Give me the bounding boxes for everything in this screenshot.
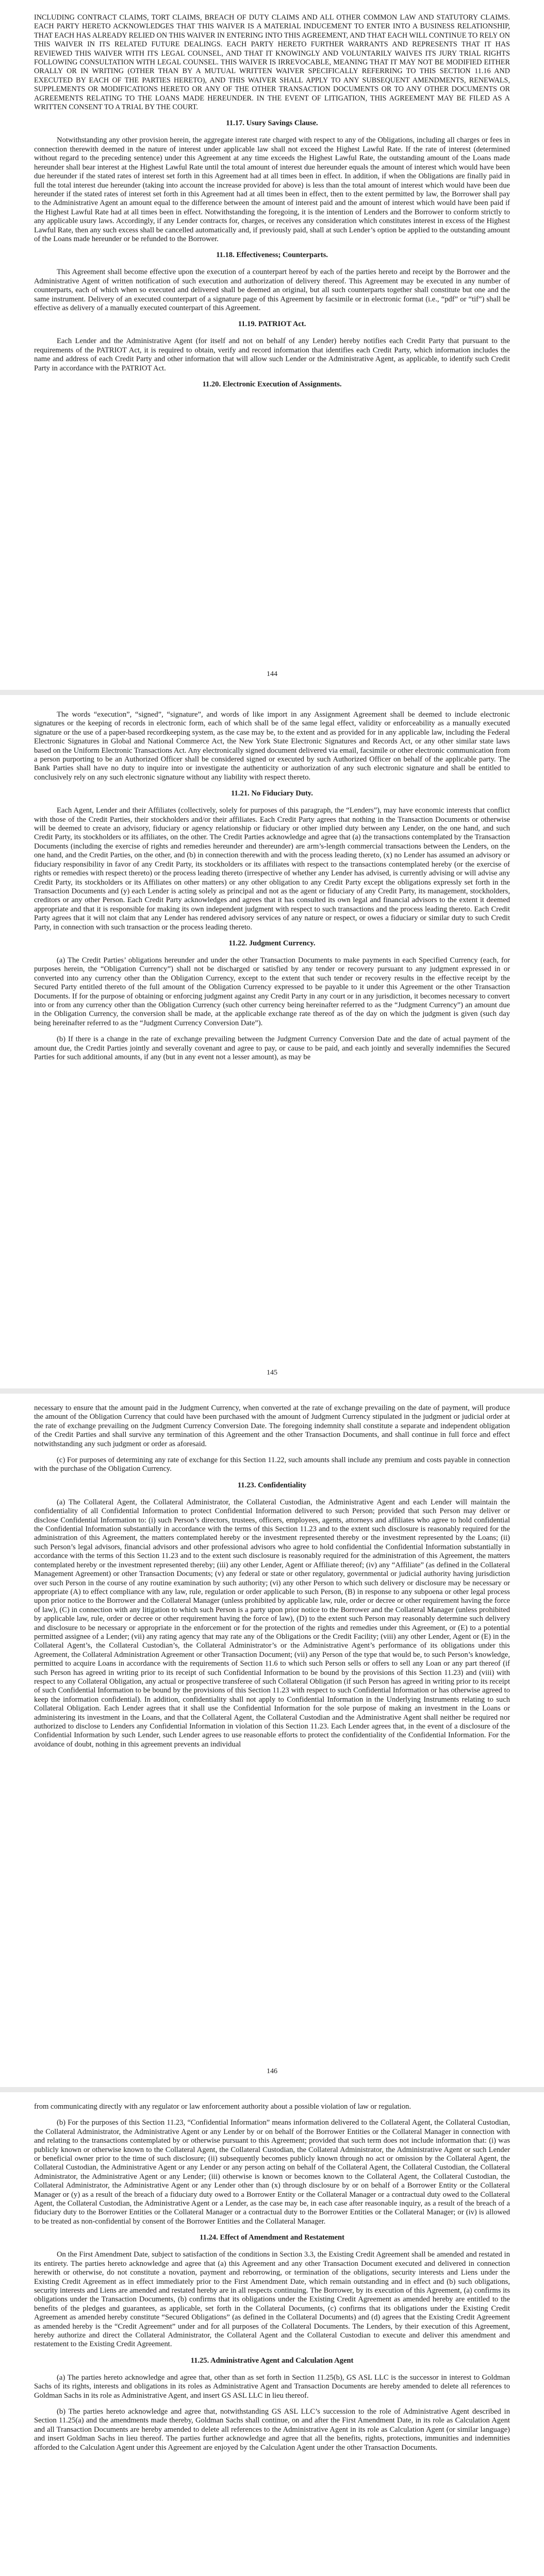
paragraph: (c) For purposes of determining any rate of exchange for this Section 11.22, such amounts shall include any premium and costs payable in connection with the purchase of the Obligation Currency. [34,1456,510,1473]
paragraph: This Agreement shall become effective upon the execution of a counterpart hereof by each of the parties hereto and receipt by the Borrower and the Administrative Agent of written notification of such execution and authorization of delivery thereof. This Agreement may be executed in any number of counterparts, each of which when so executed and delivered shall be deemed an original, but all such counterparts together shall constitute but one and the same instrument. Delivery of an executed counterpart of a signature page of this Agreement by facsimile or in electronic format (i.e., “pdf” or “tif”) shall be effective as delivery of a manually executed counterpart of this Agreement. [34,268,510,312]
document-page-146 [0,1394,544,2087]
paragraph: Notwithstanding any other provision herein, the aggregate interest rate charged with respect to any of the Obligations, including all charges or fees in connection therewith deemed in the nature of interest under applicable law shall not exceed the Highest Lawful Rate. If the rate of interest (determined without regard to the preceding sentence) under this Agreement at any time exceeds the Highest Lawful Rate, the outstanding amount of the Loans made hereunder shall bear interest at the Highest Lawful Rate until the total amount of interest due hereunder equals the amount of interest which would have been due hereunder if the stated rates of interest set forth in this Agreement had at all times been in effect. In addition, if when the Obligations are finally paid in full the total interest due hereunder (taking into account the increase provided for above) is less than the total amount of interest which would have been due hereunder if the stated rates of interest set forth in this Agreement had at all times been in effect, then to the extent permitted by law, the Borrower shall pay to the Administrative Agent an amount equal to the difference between the amount of interest paid and the amount of interest which would have been paid if the Highest Lawful Rate had at all times been in effect. Notwithstanding the foregoing, it is the intention of Lenders and the Borrower to conform strictly to any applicable usury laws. Accordingly, if any Lender contracts for, charges, or receives any consideration which constitutes interest in excess of the Highest Lawful Rate, then any such excess shall be cancelled automatically and, if previously paid, shall at such Lender’s option be applied to the outstanding amount of the Loans made hereunder or be refunded to the Borrower. [34,136,510,243]
page-body [34,2103,510,2452]
section-heading: 11.25. Administrative Agent and Calculation Agent [190,2356,354,2365]
document-page-147 [0,2092,544,2576]
paragraph: from communicating directly with any regulator or law enforcement authority about a possible violation of law or regulation. [34,2103,411,2111]
paragraph: (a) The Credit Parties’ obligations hereunder and under the other Transaction Documents to make payments in each Specified Currency (each, for purposes herein, the “Obligation Currency”) shall not be discharged or satisfied by any tender or recovery pursuant to any judgment expressed in or converted into any currency other than the Obligation Currency, except to the extent that such tender or recovery results in the effective receipt by the Secured Party entitled thereto of the full amount of the Obligation Currency expressed to be payable to it under this Agreement or the other Transaction Documents. If for the purpose of obtaining or enforcing judgment against any Credit Party in any court or in any jurisdiction, it becomes necessary to convert into or from any currency other than the Obligation Currency (such other currency being hereinafter referred to as the “Judgment Currency”) an amount due in the Obligation Currency, the conversion shall be made, at the applicable exchange rate thereof as of the day on which the judgment is given (such day being hereinafter referred to as the “Judgment Currency Conversion Date”). [34,956,510,1027]
paragraph: necessary to ensure that the amount paid in the Judgment Currency, when converted at the rate of exchange prevailing on the date of payment, will produce the amount of the Obligation Currency that could have been purchased with the amount of Judgment Currency stipulated in the judgment or judicial order at the rate of exchange prevailing on the Judgment Currency Conversion Date. The foregoing indemnity shall constitute a separate and independent obligation of the Credit Parties and shall survive any termination of this Agreement and the other Transaction Documents, and shall continue in full force and effect notwithstanding any such judgment or order as aforesaid. [34,1404,510,1448]
document-page-144 [0,0,544,690]
page-number: 146 [267,2067,277,2075]
paragraph: (b) The parties hereto acknowledge and agree that, notwithstanding GS ASL LLC’s succession to the role of Administrative Agent described in Section 11.25(a) and the amendments made thereby, Goldman Sachs shall continue, on and after the First Amendment Date, in its role as Calculation Agent and all Transaction Documents are hereby amended to delete all references to the Administrative Agent in its role as Calculation Agent (or similar language) and insert Goldman Sachs in lieu thereof. The parties further acknowledge and agree that all the benefits, rights, protections, immunities and indemnities afforded to the Calculation Agent under this Agreement are enjoyed by the Calculation Agent under the other Transaction Documents. [34,2407,510,2452]
paragraph: (b) For the purposes of this Section 11.23, “Confidential Information” means information delivered to the Collateral Agent, the Collateral Custodian, the Collateral Administrator, the Administrative Agent or any Lender by or on behalf of the Borrower Entities or the Collateral Manager in connection with and relating to the transactions contemplated by or otherwise pursuant to this Agreement; provided that such term does not include information that: (i) was publicly known or otherwise known to the Collateral Agent, the Collateral Custodian, the Collateral Administrator, the Administrative Agent or such Lender or beneficial owner prior to the time of such disclosure; (ii) subsequently becomes publicly known through no act or omission by the Collateral Agent, the Collateral Custodian, the Administrative Agent or any Lender or any person acting on behalf of the Collateral Agent, the Collateral Custodian, the Collateral Administrator, the Administrative Agent or any Lender; (iii) otherwise is known or becomes known to the Collateral Agent, the Collateral Custodian, the Collateral Administrator, the Administrative Agent or any Lender other than (x) through disclosure by or on behalf of a Borrower Entity or the Collateral Manager or (y) as a result of the breach of a fiduciary duty owed to a Borrower Entity or the Collateral Manager or a contractual duty owed to the Collateral Agent, the Collateral Custodian, the Administrative Agent or a Lender, as the case may be, in each case after reasonable inquiry, as a result of the breach of a fiduciary duty to the Borrower Entities or the Collateral Manager or a contractual duty to the Borrower Entities or the Collateral Manager; or (iv) is allowed to be treated as non-confidential by consent of the Borrower Entities and the Collateral Manager. [34,2119,510,2226]
paragraph: INCLUDING CONTRACT CLAIMS, TORT CLAIMS, BREACH OF DUTY CLAIMS AND ALL OTHER COMMON LAW AND STATUTORY CLAIMS. EACH PARTY HERETO ACKNOWLEDGES THAT THIS WAIVER IS A MATERIAL INDUCEMENT TO ENTER INTO A BUSINESS RELATIONSHIP, THAT EACH HAS ALREADY RELIED ON THIS WAIVER IN ENTERING INTO THIS AGREEMENT, AND THAT EACH WILL CONTINUE TO RELY ON THIS WAIVER IN ITS RELATED FUTURE DEALINGS. EACH PARTY HERETO FURTHER WARRANTS AND REPRESENTS THAT IT HAS REVIEWED THIS WAIVER WITH ITS LEGAL COUNSEL, AND THAT IT KNOWINGLY AND VOLUNTARILY WAIVES ITS JURY TRIAL RIGHTS FOLLOWING CONSULTATION WITH LEGAL COUNSEL. THIS WAIVER IS IRREVOCABLE, MEANING THAT IT MAY NOT BE MODIFIED EITHER ORALLY OR IN WRITING (OTHER THAN BY A MUTUAL WRITTEN WAIVER SPECIFICALLY REFERRING TO THIS SECTION 11.16 AND EXECUTED BY EACH OF THE PARTIES HERETO), AND THIS WAIVER SHALL APPLY TO ANY SUBSEQUENT AMENDMENTS, RENEWALS, SUPPLEMENTS OR MODIFICATIONS HERETO OR ANY OF THE OTHER TRANSACTION DOCUMENTS OR TO ANY OTHER DOCUMENTS OR AGREEMENTS RELATING TO THE LOANS MADE HEREUNDER. IN THE EVENT OF LITIGATION, THIS AGREEMENT MAY BE FILED AS A WRITTEN CONSENT TO A TRIAL BY THE COURT. [34,13,510,112]
paragraph: On the First Amendment Date, subject to satisfaction of the conditions in Section 3.3, the Existing Credit Agreement shall be amended and restated in its entirety. The parties hereto acknowledge and agree that (a) this Agreement and any other Transaction Document executed and delivered in connection herewith or otherwise, do not constitute a novation, payment and reborrowing, or termination of the obligations, security interests and Liens under the Existing Credit Agreement as in effect immediately prior to the First Amendment Date, which remain outstanding and in effect and (b) such obligations, security interests and Liens are amended and restated hereby are in all respects continuing. The Borrower, by its execution of this Agreement, (a) confirms its obligations under the Transaction Documents, (b) confirms that its obligations under the Existing Credit Agreement as amended hereby are entitled to the benefits of the pledges and guarantees, as applicable, set forth in the Collateral Documents, (c) confirms that its obligations under the Existing Credit Agreement as amended hereby constitute “Secured Obligations” (as defined in the Collateral Documents) and (d) agrees that the Existing Credit Agreement as amended hereby is the “Credit Agreement” under and for all purposes of the Collateral Documents. The Lenders, by their execution of this Agreement, hereby authorize and direct the Collateral Administrator, the Collateral Agent and the Collateral Custodian to execute and deliver this amendment and restatement to the Existing Credit Agreement. [34,2250,510,2349]
section-heading: 11.22. Judgment Currency. [228,939,316,947]
section-heading: 11.21. No Fiduciary Duty. [231,789,313,798]
paragraph: (a) The parties hereto acknowledge and agree that, other than as set forth in Section 11.25(b), GS ASL LLC is the successor in interest to Goldman Sachs of its rights, interests and obligations in its roles as Administrative Agent and Transaction Documents are hereby amended to delete all references to Goldman Sachs in its role as Administrative Agent, and insert GS ASL LLC in lieu thereof. [34,2373,510,2400]
page-body [34,13,510,389]
paragraph: Each Lender and the Administrative Agent (for itself and not on behalf of any Lender) hereby notifies each Credit Party that pursuant to the requirements of the PATRIOT Act, it is required to obtain, verify and record information that identifies each Credit Party, which information includes the name and address of each Credit Party and other information that will allow such Lender or the Administrative Agent, as applicable, to identify such Credit Party in accordance with the PATRIOT Act. [34,337,510,372]
page-body [34,1404,510,1749]
paragraph: (b) If there is a change in the rate of exchange prevailing between the Judgment Currency Conversion Date and the date of actual payment of the amount due, the Credit Parties jointly and severally covenant and agree to pay, or cause to be paid, and each jointly and severally indemnifies the Secured Parties for such additional amounts, if any (but in any event not a lesser amount), as may be [34,1035,510,1061]
section-heading: 11.20. Electronic Execution of Assignments. [202,380,342,388]
page-number: 144 [267,670,277,678]
section-heading: 11.18. Effectiveness; Counterparts. [216,251,328,260]
section-heading: 11.19. PATRIOT Act. [238,320,306,329]
section-heading: 11.24. Effect of Amendment and Restatement [200,2233,344,2242]
page-body [34,710,510,1062]
paragraph: (a) The Collateral Agent, the Collateral Administrator, the Collateral Custodian, the Administrative Agent and each Lender will maintain the confidentiality of all Confidential Information to protect Confidential Information delivered to such Person; provided that such Person may deliver or disclose Confidential Information to: (i) such Person’s directors, trustees, officers, employees, agents, attorneys and affiliates who agree to hold confidential the Confidential Information substantially in accordance with the terms of this Section 11.23 and to the extent such disclosure is reasonably required for the administration of this Agreement, the matters contemplated hereby or the investment represented thereby or the investment represented by the Loans; (ii) such Person’s legal advisors, financial advisors and other professional advisors who agree to hold confidential the Confidential Information substantially in accordance with the terms of this Section 11.23 and to the extent such disclosure is reasonably required for the administration of this Agreement, the matters contemplated hereby or the investment represented thereby; (iii) any other Lender, Agent or Affiliate thereof; (iv) any “Affiliate” (as defined in the Collateral Management Agreement) or other Transaction Documents; (v) any federal or state or other regulatory, governmental or judicial authority having jurisdiction over such Person in the course of any routine examination by such authority; (vi) any other Person to which such delivery or disclosure may be necessary or appropriate (A) to effect compliance with any law, rule, regulation or order applicable to such Person, (B) in response to any subpoena or other legal process upon prior notice to the Borrower and the Collateral Manager (unless prohibited by applicable law, rule, order or decree or other requirement having the force of law), (C) in connection with any litigation to which such Person is a party upon prior notice to the Borrower and the Collateral Manager (unless prohibited by applicable law, rule, order or decree or other requirement having the force of law), (D) to the extent such Person may reasonably determine such delivery and disclosure to be necessary or appropriate in the enforcement or for the protection of the rights and remedies under this Agreement, or (E) to a potential permitted assignee of a Lender; (vii) any rating agency that may rate any of the Obligations or the Credit Facility; (viii) any other Lender, Agent or (E) in the Collateral Agent’s, the Collateral Custodian’s, the Collateral Administrator’s or the Administrative Agent’s performance of its obligations under this Agreement, the Collateral Administration Agreement or other Transaction Document; (vii) any Person of the type that would be, to such Person’s knowledge, permitted to acquire Loans in accordance with the requirements of Section 11.6 to which such Person sells or offers to sell any Loan or any part thereof (if such Person has agreed in writing prior to its receipt of such Confidential Information to be bound by the provisions of this Section 11.23) and (viii) with respect to any Collateral Obligation, any actual or prospective transferee of such Collateral Obligation (if such Person has agreed in writing prior to its receipt of such Confidential Information to be bound by the provisions of this Section 11.23 with respect to such Confidential Information or has otherwise agreed to keep the information confidential). In addition, confidentiality shall not apply to Confidential Information in the Underlying Instruments relating to such Collateral Obligation. Each Lender agrees that it shall use the Confidential Information for the sole purpose of making an investment in the Loans or administering its investment in the Loans, and that the Collateral Agent, the Collateral Custodian and the Administrative Agent shall neither be required nor authorized to disclose to Lenders any Confidential Information in violation of this Section 11.23. Each Lender agrees that, in the event of a disclosure of the Confidential Information by such Lender, such Lender agrees to use reasonable efforts to protect the confidentiality of the Confidential Information. For the avoidance of doubt, nothing in this agreement prevents an individual [34,1498,510,1749]
paragraph: The words “execution”, “signed”, “signature”, and words of like import in any Assignment Agreement shall be deemed to include electronic signatures or the keeping of records in electronic form, each of which shall be of the same legal effect, validity or enforceability as a manually executed signature or the use of a paper-based recordkeeping system, as the case may be, to the extent and as provided for in any applicable law, including the Federal Electronic Signatures in Global and National Commerce Act, the New York State Electronic Signatures and Records Act, or any other similar state laws based on the Uniform Electronic Transactions Act. Any electronically signed document delivered via email, facsimile or other electronic communication from a person purporting to be an Authorized Officer shall be considered signed or executed by such Authorized Officer on behalf of the applicable party. The Bank Parties shall have no duty to inquire into or investigate the authenticity or authorization of any such electronic signature and shall be entitled to conclusively rely on any such electronic signature without any liability with respect thereto. [34,710,510,782]
section-heading: 11.17. Usury Savings Clause. [226,119,318,128]
section-heading: 11.23. Confidentiality [237,1481,307,1489]
paragraph: Each Agent, Lender and their Affiliates (collectively, solely for purposes of this paragraph, the “Lenders”), may have economic interests that conflict with those of the Credit Parties, their stockholders and/or their affiliates. Each Credit Party agrees that nothing in the Transaction Documents or otherwise will be deemed to create an advisory, fiduciary or agency relationship or fiduciary or other implied duty between any Lender, on the one hand, and such Credit Party, its stockholders or its affiliates, on the other. The Credit Parties acknowledge and agree that (a) the transactions contemplated by the Transaction Documents (including the exercise of rights and remedies hereunder and thereunder) are arm’s-length commercial transactions between the Lenders, on the one hand, and the Credit Parties, on the other, and (b) in connection therewith and with the process leading thereto, (x) no Lender has assumed an advisory or fiduciary responsibility in favor of any Credit Party, its stockholders or its affiliates with respect to the transactions contemplated hereby (or the exercise of rights or remedies with respect thereto) or the process leading thereto (irrespective of whether any Lender has advised, is currently advising or will advise any Credit Party, its stockholders or its Affiliates on other matters) or any other obligation to any Credit Party except the obligations expressly set forth in the Transaction Documents and (y) each Lender is acting solely as principal and not as the agent or fiduciary of any Credit Party, its management, stockholders, creditors or any other Person. Each Credit Party acknowledges and agrees that it has consulted its own legal and financial advisors to the extent it deemed appropriate and that it is responsible for making its own independent judgment with respect to such transactions and the process leading thereto. Each Credit Party agrees that it will not claim that any Lender has rendered advisory services of any nature or respect, or owes a fiduciary or similar duty to such Credit Party, in connection with such transaction or the process leading thereto. [34,806,510,931]
page-number: 145 [267,1369,277,1377]
document-page-145 [0,695,544,1388]
